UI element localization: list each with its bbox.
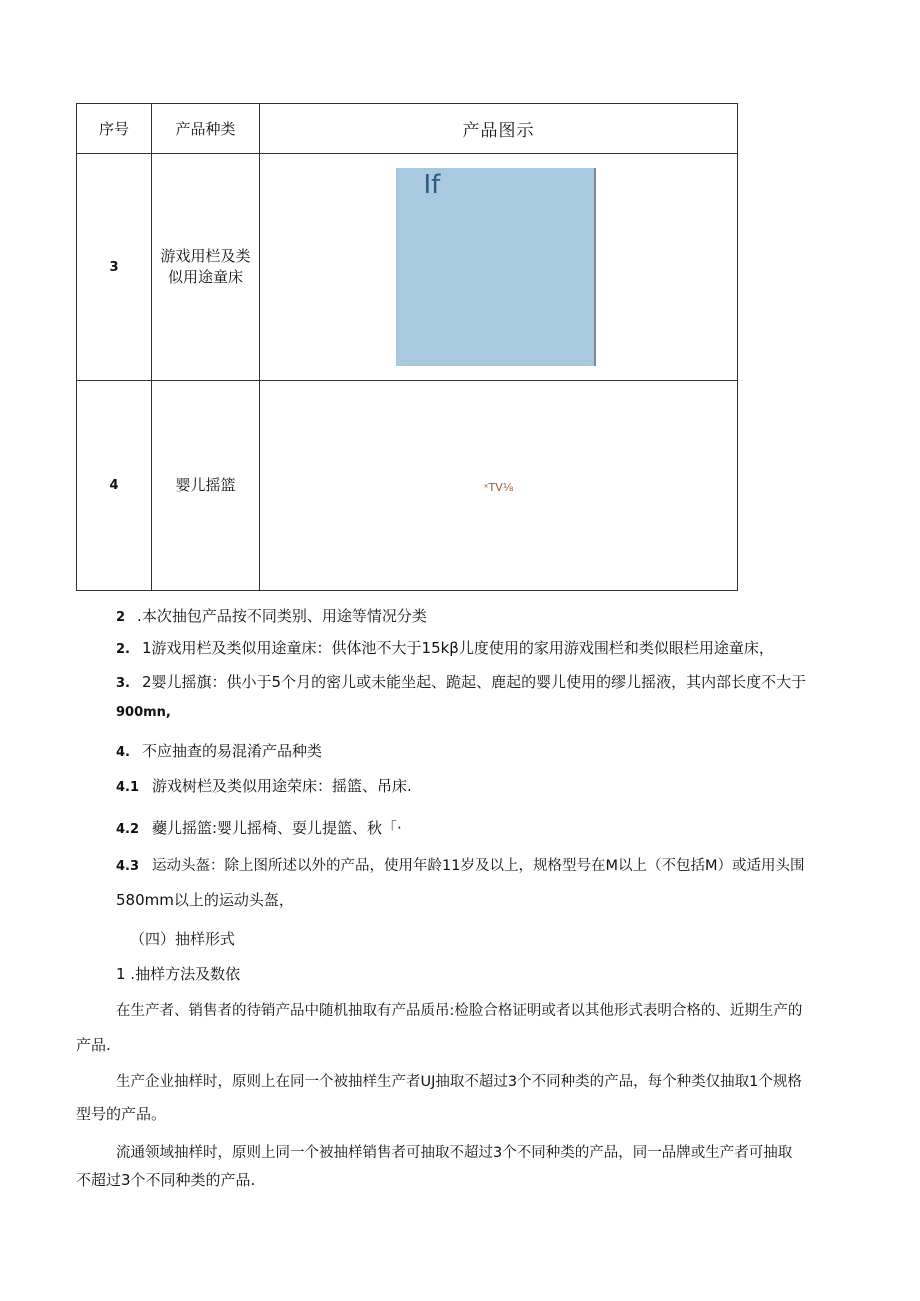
line-item [116,671,806,692]
row-category [152,154,260,381]
line-text: .本次抽包产品按不同类别、用途等情况分类 [137,607,427,625]
table-row [77,381,738,591]
product-table [76,103,738,591]
subsection-heading: 1 .抽样方法及数依 [116,965,241,983]
line-label: 2. [116,642,130,657]
category-line: 游戏用栏及类 [160,247,251,265]
line-label: 4. [116,745,130,760]
line-text: 1游戏用栏及类似用途童床：供体池不大于15kβ儿度使用的家用游戏围栏和类似眼栏用途童床， [141,639,774,657]
row-image-cell [260,381,738,591]
line-item [116,637,774,658]
table-header-row [77,104,738,154]
line-item [116,854,804,875]
line-text: 运动头盔：除上图所述以外的产品，使用年龄11岁及以上，规格型号在M以上（不包括M）或适用头围 [152,858,805,874]
line-item [116,705,171,720]
paragraph-line: 产品. [76,1036,111,1054]
line-label: 3. [116,676,130,691]
line-item [116,817,402,838]
row-category [152,381,260,591]
line-label: 4.2 [116,822,140,837]
line-item [116,740,322,761]
paragraph-line: 流通领域抽样时，原则上同一个被抽样销售者可抽取不超过3个不同种类的产品，同一品牌或生产者可抽取 [116,1145,793,1161]
paragraph-line: 在生产者、销售者的待销产品中随机抽取有产品质吊:检脸合格证明或者以其他形式表明合格的、近期生产的 [116,1003,803,1019]
paragraph-line: 型号的产品。 [76,1105,167,1123]
line-text: 不应抽查的易混淆产品种类 [141,742,322,760]
row-number: 3 [77,154,152,381]
line-label: 4.3 [116,859,140,874]
line-text: 蘷儿摇篮:婴儿摇椅、耍儿提篮、秋「· [152,819,402,837]
line-item [116,889,294,910]
header-category: 产品种类 [152,104,260,154]
image-caption: If [423,170,441,200]
header-image: 产品图示 [260,104,738,154]
line-text: 900mn, [116,705,171,720]
line-label: 2 [116,610,126,625]
table-row [77,154,738,381]
paragraph-line: 生产企业抽样时，原则上在同一个被抽样生产者UJ抽取不超过3个不同种类的产品，每个种类仅抽取1个规格 [116,1074,802,1090]
section-heading: （四）抽样形式 [130,930,236,948]
row-image-cell [260,154,738,381]
paragraph-line: 不超过3个不同种类的产品. [76,1171,256,1189]
line-label: 4.1 [116,780,140,795]
broken-image-text: ˣTV⅛ [483,481,514,494]
line-text: 580mm以上的运动头盔， [116,891,294,909]
line-text: 游戏树栏及类似用途荣床：摇篮、吊床. [152,777,412,795]
line-item [116,775,412,796]
line-item [116,605,427,626]
product-image [396,168,596,366]
line-text: 2婴儿摇旗：供小于5个月的密儿或未能坐起、跪起、鹿起的婴儿使用的缪儿摇液，其内部长度不大于 [141,673,807,691]
category-line: 似用途童床 [167,268,243,286]
header-serial: 序号 [77,104,152,154]
category-line: 婴儿摇篮 [175,476,236,494]
row-number: 4 [77,381,152,591]
